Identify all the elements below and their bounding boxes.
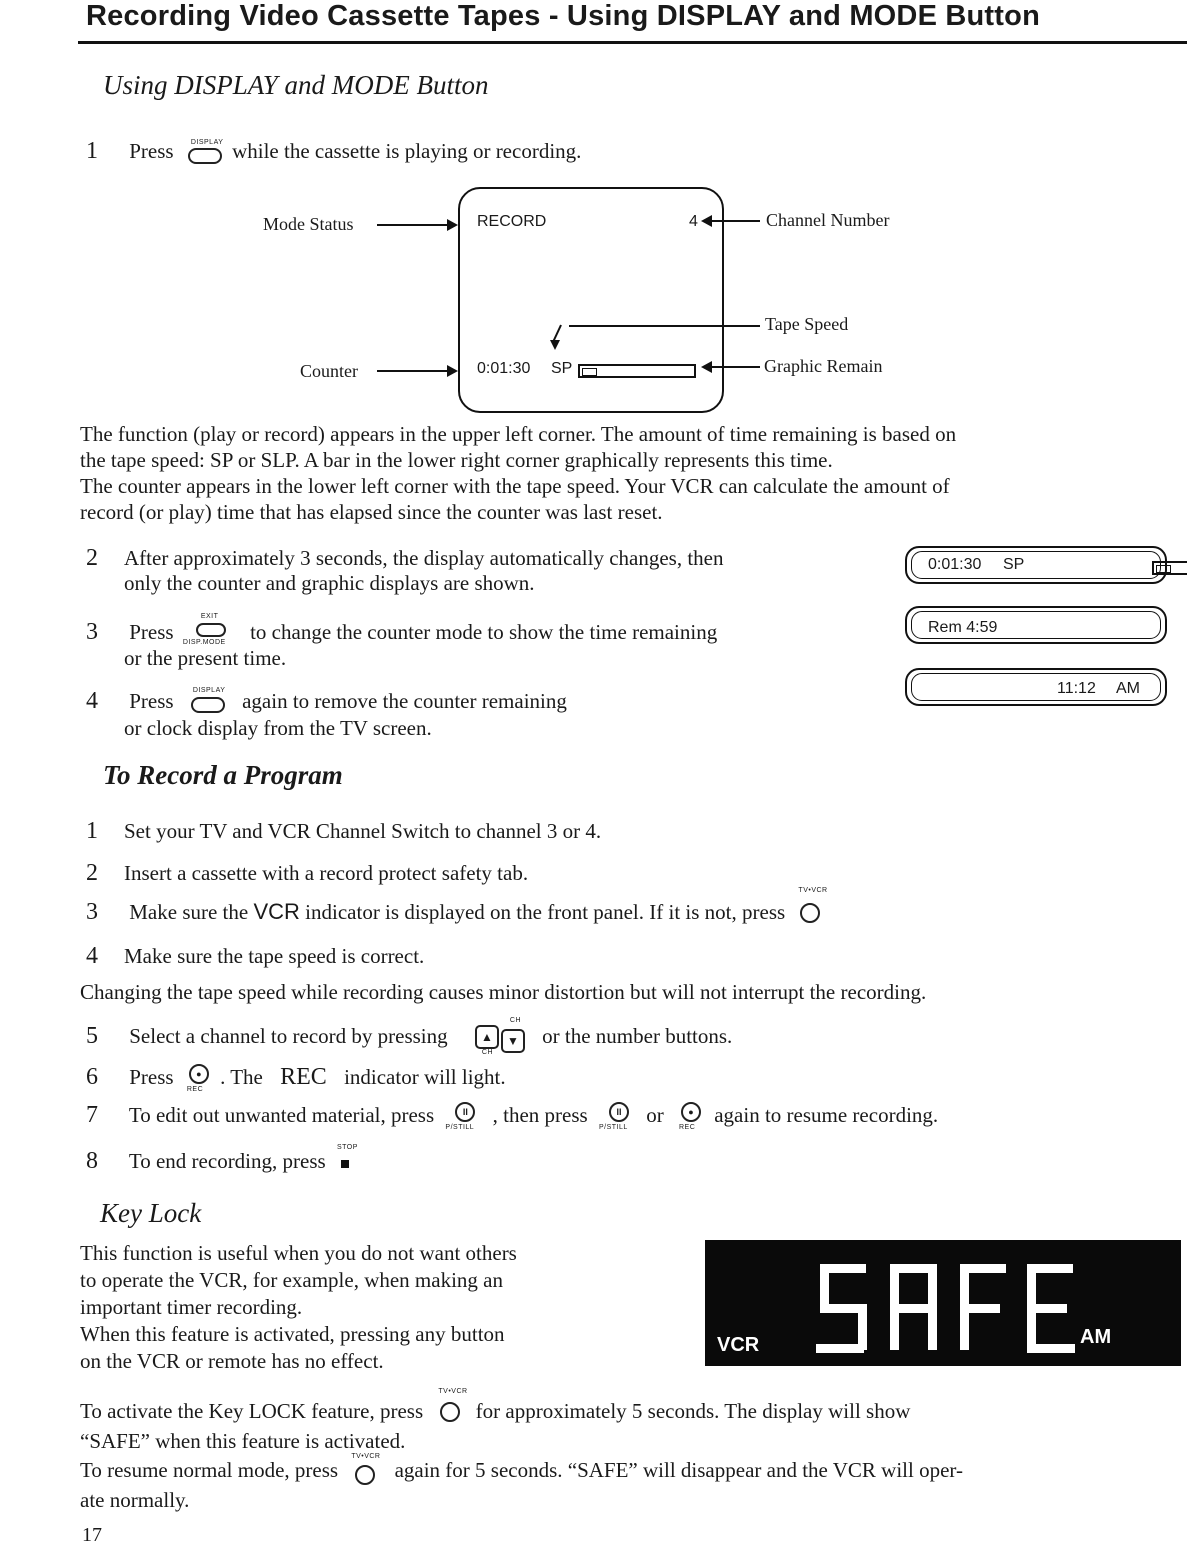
resume-text-post: again for 5 seconds. “SAFE” will disappear and the VCR will oper- xyxy=(394,1457,963,1482)
ch-down-icon: ▼ xyxy=(501,1029,525,1053)
record-step-1 xyxy=(86,818,601,845)
arrow-mode-status-line xyxy=(377,224,449,226)
step-text-post: indicator will light. xyxy=(344,1064,506,1089)
page-header: Recording Video Cassette Tapes - Using DISPLAY and MODE Button xyxy=(86,0,1040,32)
display-button xyxy=(179,689,237,717)
step-number: 5 xyxy=(86,1022,98,1049)
resume-text-pre: To resume normal mode, press xyxy=(80,1457,339,1482)
pause-icon: II xyxy=(609,1102,629,1122)
step-text-post: to change the counter mode to show the time remaining xyxy=(250,619,718,644)
step-number: 8 xyxy=(86,1148,98,1174)
label-channel-number: Channel Number xyxy=(766,210,890,230)
step-3-line2: or the present time. xyxy=(124,646,287,670)
screen-speed: SP xyxy=(551,360,573,377)
segment-char-e xyxy=(1027,1264,1077,1354)
record-step-4 xyxy=(86,943,424,970)
tv-vcr-label: TV•VCR xyxy=(438,1388,468,1395)
safe-display-am: AM xyxy=(1080,1326,1112,1348)
step-number: 4 xyxy=(86,688,98,714)
step-text-pre: Make sure the xyxy=(129,900,249,924)
key-lock-line: This function is useful when you do not want others xyxy=(80,1241,517,1265)
record-step-3 xyxy=(86,887,830,929)
step-number: 4 xyxy=(86,943,98,969)
safe-display xyxy=(705,1240,1181,1366)
pause-still-button xyxy=(593,1100,641,1134)
step-text-pre: Press xyxy=(129,689,174,713)
segment xyxy=(892,1304,936,1313)
label-graphic-remain: Graphic Remain xyxy=(764,356,883,376)
stop-button xyxy=(331,1144,361,1178)
mini-clock-time: 11:12 xyxy=(1057,680,1096,697)
arrow-mode-status-icon xyxy=(447,219,458,231)
tv-vcr-button-icon xyxy=(800,903,820,923)
description-line: record (or play) time that has elapsed since the counter was last reset. xyxy=(80,500,663,524)
display-button xyxy=(179,139,227,167)
segment xyxy=(820,1264,829,1308)
key-lock-paragraph xyxy=(80,1240,680,1375)
key-lock-line: When this feature is activated, pressing any button xyxy=(80,1322,505,1346)
key-lock-line: on the VCR or remote has no effect. xyxy=(80,1349,384,1373)
step-4-display xyxy=(86,688,567,717)
pause-icon: II xyxy=(455,1102,475,1122)
screen-counter: 0:01:30 xyxy=(477,360,531,377)
screen-mode-status: RECORD xyxy=(477,213,547,230)
step-text-post: again to remove the counter remaining xyxy=(242,689,567,713)
step-text: Insert a cassette with a record protect safety tab. xyxy=(124,861,529,885)
step-number: 3 xyxy=(86,618,98,645)
page-number: 17 xyxy=(82,1524,102,1546)
label-counter: Counter xyxy=(300,361,358,381)
mini-counter-value: 0:01:30 xyxy=(928,556,982,573)
step-text-post: or the number buttons. xyxy=(542,1023,733,1048)
description-paragraph xyxy=(80,421,1170,525)
step-text-pre: Press xyxy=(129,1064,174,1089)
display-button-label: DISPLAY xyxy=(190,139,224,147)
mini-remain-text: Rem 4:59 xyxy=(928,619,998,636)
step-text-pre: To end recording, press xyxy=(128,1149,326,1173)
key-lock-activate-line2: “SAFE” when this feature is activated. xyxy=(80,1429,406,1453)
description-line: The function (play or record) appears in the upper left corner. The amount of time remaining is based on xyxy=(80,422,957,446)
step-1-display xyxy=(86,138,581,167)
step-text-mid: . The xyxy=(220,1064,263,1089)
rec-button-label: REC xyxy=(678,1124,696,1131)
section-title-key-lock: Key Lock xyxy=(100,1198,202,1228)
segment-char-s xyxy=(820,1264,870,1354)
screen-channel: 4 xyxy=(689,213,698,230)
segment xyxy=(816,1344,864,1353)
mini-remain-bar-1 xyxy=(1152,561,1187,575)
tv-vcr-button-icon xyxy=(440,1402,460,1422)
step-number: 2 xyxy=(86,545,98,571)
channel-buttons xyxy=(453,1017,537,1056)
record-step-2 xyxy=(86,860,528,887)
step-text-or: or xyxy=(646,1102,664,1127)
display-button-icon xyxy=(191,697,225,713)
ch-up-label: CH xyxy=(509,1017,522,1024)
step-text: After approximately 3 seconds, the display automatically changes, then xyxy=(124,546,724,570)
step-2-display xyxy=(86,545,723,572)
step-number: 1 xyxy=(86,138,98,164)
disp-mode-label: DISP.MODE xyxy=(182,639,226,646)
step-text: Make sure the tape speed is correct. xyxy=(124,944,425,968)
pause-still-button xyxy=(439,1100,487,1134)
ch-up-icon: ▲ xyxy=(475,1025,499,1049)
segment-char-a xyxy=(890,1264,940,1354)
step-4-line2: or clock display from the TV screen. xyxy=(124,716,432,740)
tv-vcr-button xyxy=(790,887,830,929)
step-text-pre: Press xyxy=(129,139,174,163)
mini-clock-ampm: AM xyxy=(1116,680,1140,697)
section-title-record: To Record a Program xyxy=(103,760,343,790)
record-step-7 xyxy=(86,1100,938,1134)
activate-text-post: for approximately 5 seconds. The display will show xyxy=(475,1398,911,1423)
activate-text-pre: To activate the Key LOCK feature, press xyxy=(80,1398,424,1423)
vcr-indicator-text: VCR xyxy=(253,899,300,924)
pause-still-label: P/STILL xyxy=(598,1124,628,1131)
tv-vcr-button xyxy=(428,1388,470,1428)
step-number: 2 xyxy=(86,860,98,886)
step-number: 3 xyxy=(86,899,98,925)
step-text-post: while the cassette is playing or recording. xyxy=(232,139,582,163)
key-lock-activate xyxy=(80,1388,911,1428)
arrow-counter-line xyxy=(377,370,449,372)
tv-vcr-button xyxy=(343,1453,389,1487)
label-mode-status: Mode Status xyxy=(263,214,354,234)
step-number: 6 xyxy=(86,1063,98,1090)
screen-remain-bar-fill xyxy=(582,368,597,376)
description-line: The counter appears in the lower left corner with the tape speed. Your VCR can calculate the amount of xyxy=(80,474,950,498)
description-line: the tape speed: SP or SLP. A bar in the lower right corner graphically represents this time. xyxy=(80,448,833,472)
segment-char-f xyxy=(960,1264,1010,1354)
rec-button xyxy=(669,1100,709,1134)
key-lock-line: important timer recording. xyxy=(80,1295,303,1319)
tv-vcr-label: TV•VCR xyxy=(798,887,828,895)
tv-vcr-button-icon xyxy=(355,1465,375,1485)
record-step-8 xyxy=(86,1144,361,1178)
rec-indicator-text: REC xyxy=(280,1063,327,1090)
step-number: 7 xyxy=(86,1101,98,1128)
mini-remain-bar-fill xyxy=(1156,565,1171,573)
arrow-tape-speed-line xyxy=(569,325,760,327)
record-step-6 xyxy=(86,1062,506,1096)
step-text-mid: , then press xyxy=(492,1102,588,1127)
step-number: 1 xyxy=(86,818,98,844)
tv-vcr-label: TV•VCR xyxy=(351,1453,381,1460)
record-step-5 xyxy=(86,1017,733,1056)
ch-down-label: CH xyxy=(481,1049,494,1056)
section-title-display-mode: Using DISPLAY and MODE Button xyxy=(103,70,489,100)
step-text-pre: Select a channel to record by pressing xyxy=(129,1023,448,1048)
safe-display-text xyxy=(706,1241,707,1242)
display-button-label: DISPLAY xyxy=(192,687,226,695)
key-lock-resume-line2: ate normally. xyxy=(80,1488,190,1512)
arrow-counter-icon xyxy=(447,365,458,377)
rec-button-icon: ● xyxy=(189,1064,209,1084)
rec-button-icon: ● xyxy=(681,1102,701,1122)
segment xyxy=(1027,1304,1067,1313)
mini-counter-speed: SP xyxy=(1003,556,1025,573)
segment xyxy=(960,1304,1000,1313)
safe-display-vcr: VCR xyxy=(717,1334,760,1356)
step-text-post: again to resume recording. xyxy=(714,1102,939,1127)
arrow-channel-line xyxy=(710,220,760,222)
exit-label: EXIT xyxy=(200,613,219,620)
pause-still-label: P/STILL xyxy=(445,1124,475,1131)
stop-icon xyxy=(341,1160,349,1168)
header-rule xyxy=(78,41,1187,44)
stop-button-label: STOP xyxy=(336,1144,358,1152)
label-tape-speed: Tape Speed xyxy=(765,314,849,334)
arrow-graphic-remain-line xyxy=(710,366,760,368)
rec-button-label: REC xyxy=(186,1086,204,1093)
step-text: Set your TV and VCR Channel Switch to channel 3 or 4. xyxy=(124,819,602,843)
display-button-icon xyxy=(188,148,222,164)
rec-button xyxy=(179,1062,215,1096)
record-note: Changing the tape speed while recording causes minor distortion but will not interrupt the recording. xyxy=(80,980,927,1004)
arrow-tape-speed-icon xyxy=(550,340,560,350)
screen-remain-bar xyxy=(578,364,696,378)
key-lock-line: to operate the VCR, for example, when making an xyxy=(80,1268,503,1292)
step-2-line2: only the counter and graphic displays are shown. xyxy=(124,571,535,595)
step-text-pre: Press xyxy=(129,619,174,644)
segment xyxy=(1027,1344,1075,1353)
key-lock-resume xyxy=(80,1453,963,1487)
step-text-pre: To edit out unwanted material, press xyxy=(128,1102,435,1127)
step-text-post: indicator is displayed on the front panel. If it is not, press xyxy=(305,900,786,924)
disp-mode-button-icon xyxy=(196,623,226,637)
